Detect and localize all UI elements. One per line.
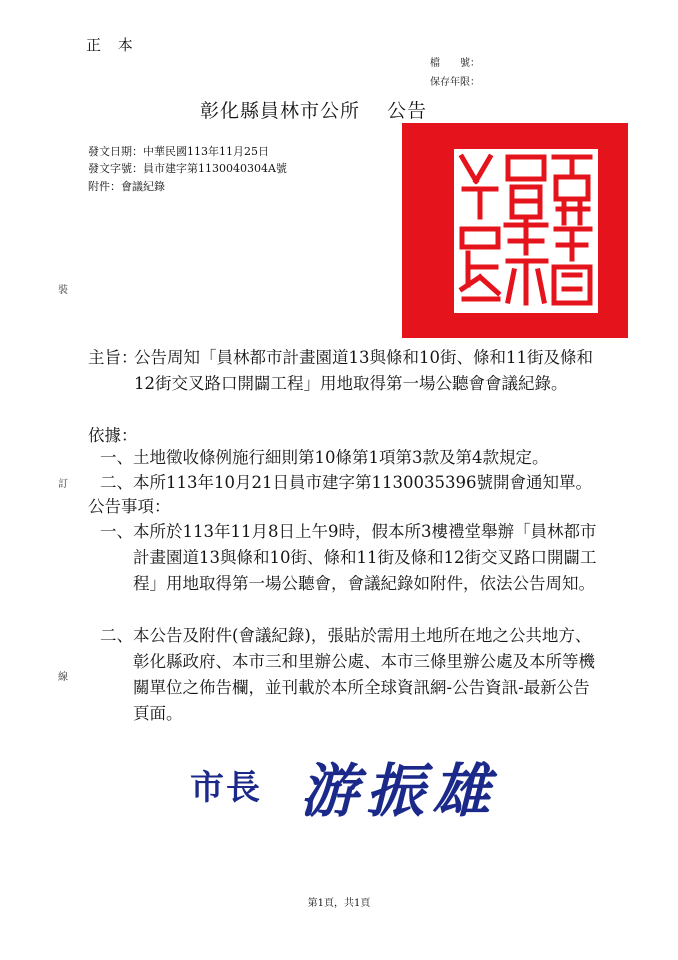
seal-glyphs	[454, 149, 598, 313]
basis-item	[100, 445, 600, 471]
file-number-label: 檔 號：	[430, 58, 480, 69]
binding-mark-top: 裝	[58, 285, 68, 296]
copy-label: 正 本	[86, 36, 139, 54]
binding-mark-bottom: 線	[58, 672, 68, 683]
page-number: 第1頁，共1頁	[307, 898, 371, 909]
subject-label: 主旨：	[88, 348, 138, 367]
basis-item-text: 本所113年10月21日員市建字第1130035396號開會通知單。	[133, 473, 592, 492]
basis-item-number: 二、	[100, 473, 133, 492]
notice-item-number: 二、	[100, 626, 133, 645]
notice-item	[100, 519, 600, 597]
mayor-name: 游振雄	[300, 757, 499, 825]
basis-item	[100, 470, 600, 496]
mayor-signature	[190, 757, 499, 825]
issue-date: 發文日期：中華民國113年11月25日	[88, 145, 269, 158]
subject-text: 公告周知「員林都市計畫園道13與條和10街、條和11街及條和12街交叉路口開闢工程」用地取得第一場公聽會會議紀錄。	[134, 348, 593, 393]
document-title: 彰化縣員林市公所 公告	[200, 100, 428, 122]
notice-item-text: 本所於113年11月8日上午9時，假本所3樓禮堂舉辦「員林都市計畫園道13與條和10街、條和11街及條和12街交叉路口開闢工程」用地取得第一場公聽會，會議紀錄如附件，依法公告周知。	[133, 522, 597, 593]
basis-item-text: 土地徵收條例施行細則第10條第1項第3款及第4款規定。	[133, 448, 549, 467]
notice-label: 公告事項：	[88, 497, 171, 516]
notice-item-number: 一、	[100, 522, 133, 541]
issue-number: 發文字號：員市建字第1130040304A號	[88, 162, 287, 175]
notice-item-text: 本公告及附件(會議紀錄)，張貼於需用土地所在地之公共地方、彰化縣政府、本市三和里辦公處、本市三條里辦公處及本所等機關單位之佈告欄，並刊載於本所全球資訊網-公告資訊-最新公告頁面。	[133, 626, 595, 723]
binding-mark-middle: 訂	[58, 479, 68, 490]
retention-period-label: 保存年限：	[430, 77, 480, 88]
official-seal	[402, 123, 628, 338]
notice-item	[100, 623, 600, 727]
basis-label: 依據：	[88, 426, 138, 445]
attachment-line: 附件：會議紀錄	[88, 180, 165, 193]
basis-item-number: 一、	[100, 448, 133, 467]
mayor-title: 市長	[190, 768, 262, 808]
